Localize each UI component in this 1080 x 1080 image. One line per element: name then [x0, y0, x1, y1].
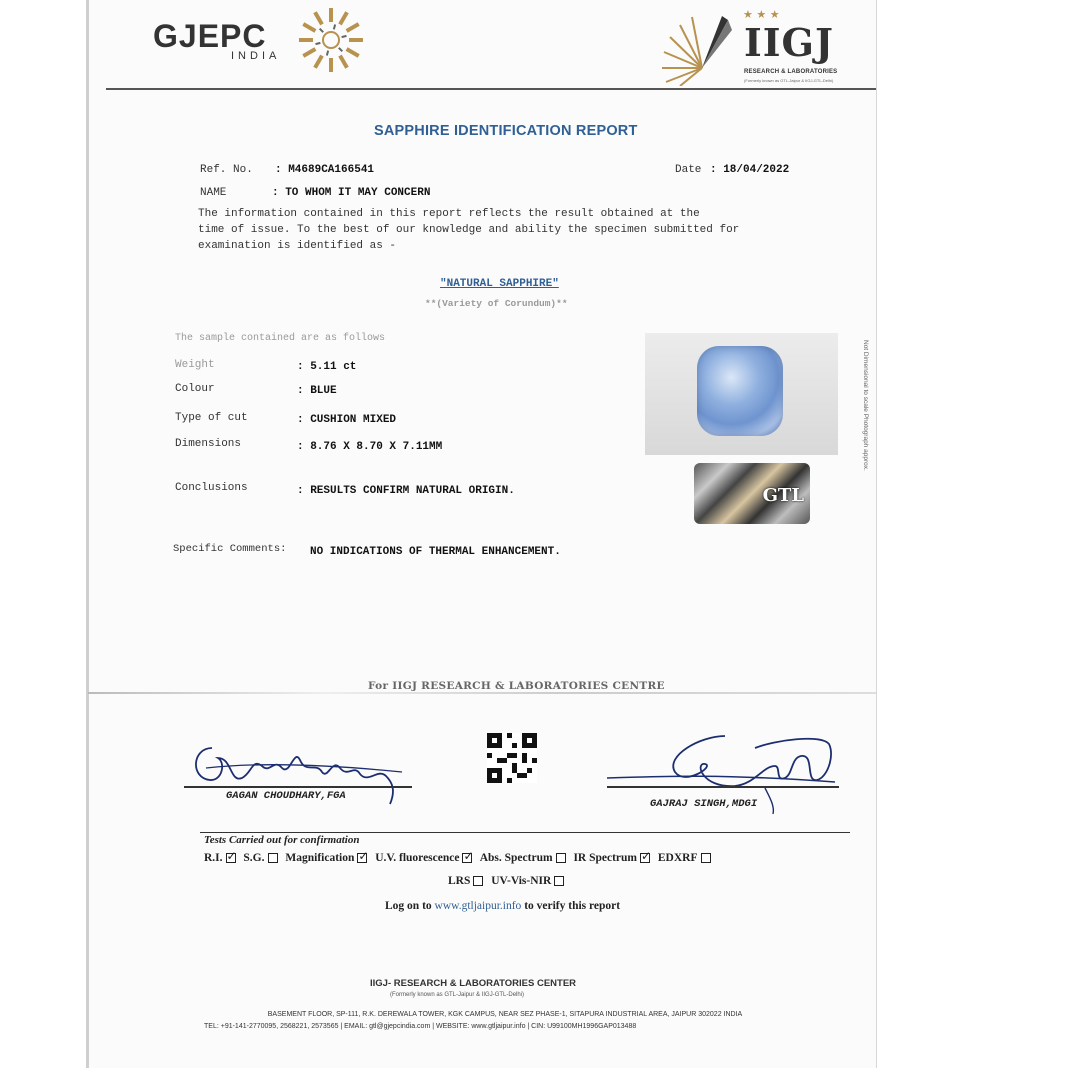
left-signature-rule	[184, 786, 412, 788]
test-ri-checkbox	[226, 853, 236, 863]
field-label-colour: Colour	[175, 383, 215, 395]
field-value-dimensions: : 8.76 X 8.70 X 7.11MM	[297, 441, 443, 453]
comments-label: Specific Comments:	[173, 543, 287, 555]
gjepc-emblem-icon	[295, 4, 367, 76]
test-edxrf-checkbox	[701, 853, 711, 863]
variety: **(Variety of Corundum)**	[425, 298, 568, 309]
paper-edge	[86, 0, 89, 1068]
side-note	[857, 340, 871, 540]
right-signature-rule	[607, 786, 839, 788]
test-uv-checkbox	[462, 853, 472, 863]
identification: "NATURAL SAPPHIRE"	[440, 278, 559, 290]
intro-line-2: time of issue. To the best of our knowledge and ability the specimen submitted for	[198, 224, 740, 236]
test-ir-checkbox	[640, 853, 650, 863]
test-magnification-checkbox	[357, 853, 367, 863]
test-ri-label: R.I.	[204, 852, 223, 864]
tests-row-2	[448, 875, 569, 887]
footer-contact: TEL: +91-141-2770095, 2568221, 2573565 | EMAIL: gtl@gjepcindia.com | WEBSITE: www.gtljaipur.info | CIN: U99100MH1996GAP013488	[204, 1023, 637, 1030]
iigj-logo-sub: RESEARCH & LABORATORIES	[744, 69, 838, 75]
tests-row-1	[204, 852, 716, 864]
gjepc-logo-text: GJEPC	[153, 18, 267, 54]
header-divider	[106, 88, 876, 90]
conclusions-label: Conclusions	[175, 482, 248, 494]
test-lrs-checkbox	[473, 876, 483, 886]
footer-address: BASEMENT FLOOR, SP-111, R.K. DEREWALA TOWER, KGK CAMPUS, NEAR SEZ PHASE-1, SITAPURA INDUSTRIAL AREA, JAIPUR 302022 INDIA	[267, 1011, 743, 1018]
for-line: For IIGJ RESEARCH & LABORATORIES CENTRE	[368, 680, 665, 692]
comments-value: NO INDICATIONS OF THERMAL ENHANCEMENT.	[310, 546, 561, 558]
field-label-weight: Weight	[175, 359, 215, 371]
tests-heading: Tests Carried out for confirmation	[204, 834, 360, 846]
ref-value: : M4689CA166541	[275, 164, 375, 176]
ref-label: Ref. No.	[200, 164, 253, 176]
report-title: SAPPHIRE IDENTIFICATION REPORT	[374, 123, 638, 139]
verify-line	[385, 900, 620, 912]
tests-divider	[200, 832, 850, 833]
field-label-dimensions: Dimensions	[175, 438, 242, 450]
test-uvvis-label: UV-Vis-NIR	[491, 875, 552, 887]
test-sg-label: S.G.	[243, 852, 265, 864]
field-label-cut: Type of cut	[175, 412, 248, 424]
side-note-text: Not Dimensional to scale Photograph approx.	[862, 340, 869, 471]
iigj-logo-text: IIGJ	[744, 20, 834, 65]
date-value: : 18/04/2022	[710, 164, 790, 176]
field-value-colour: : BLUE	[297, 385, 337, 397]
intro-line-1: The information contained in this report reflects the result obtained at the	[198, 208, 700, 220]
intro-line-3: examination is identified as -	[198, 240, 397, 252]
date-label: Date	[675, 164, 702, 176]
test-abs-label: Abs. Spectrum	[479, 852, 553, 864]
conclusions-value: : RESULTS CONFIRM NATURAL ORIGIN.	[297, 485, 515, 497]
name-value: : TO WHOM IT MAY CONCERN	[272, 187, 431, 199]
sapphire-gem-photo	[697, 346, 783, 436]
logon-prefix: Log on to	[385, 900, 432, 912]
name-label: NAME	[200, 187, 227, 199]
test-edxrf-label: EDXRF	[657, 852, 698, 864]
test-ir-label: IR Spectrum	[573, 852, 638, 864]
verify-link[interactable]: www.gtljaipur.info	[434, 900, 522, 912]
left-signatory-name: GAGAN CHOUDHARY,FGA	[226, 790, 346, 802]
iigj-emblem-icon	[658, 10, 738, 86]
field-value-weight: : 5.11 ct	[297, 361, 357, 373]
stars-icon: ★ ★ ★	[743, 8, 780, 21]
field-value-cut: : CUSHION MIXED	[297, 414, 397, 426]
test-lrs-label: LRS	[448, 875, 471, 887]
test-uvvis-checkbox	[554, 876, 564, 886]
test-magnification-label: Magnification	[285, 852, 355, 864]
test-sg-checkbox	[268, 853, 278, 863]
qr-code-icon[interactable]	[487, 733, 537, 783]
logon-suffix: to verify this report	[524, 900, 621, 912]
right-signatory-name: GAJRAJ SINGH,MDGI	[650, 798, 758, 810]
test-uv-label: U.V. fluorescence	[375, 852, 460, 864]
footer-subtitle: (Formerly known as GTL-Jaipur & IIGJ-GTL-Delhi)	[390, 992, 525, 998]
hologram-sticker	[694, 463, 810, 524]
hologram-text: GTL	[762, 485, 804, 506]
test-abs-checkbox	[556, 853, 566, 863]
paper-fold-line	[88, 692, 876, 694]
footer-title: IIGJ- RESEARCH & LABORATORIES CENTER	[370, 978, 577, 989]
iigj-logo-tagline: (Formerly known as GTL-Jaipur & IIGJ-GTL-Delhi)	[744, 78, 834, 83]
gjepc-logo-sub: INDIA	[231, 50, 281, 62]
sample-intro: The sample contained are as follows	[175, 333, 386, 344]
